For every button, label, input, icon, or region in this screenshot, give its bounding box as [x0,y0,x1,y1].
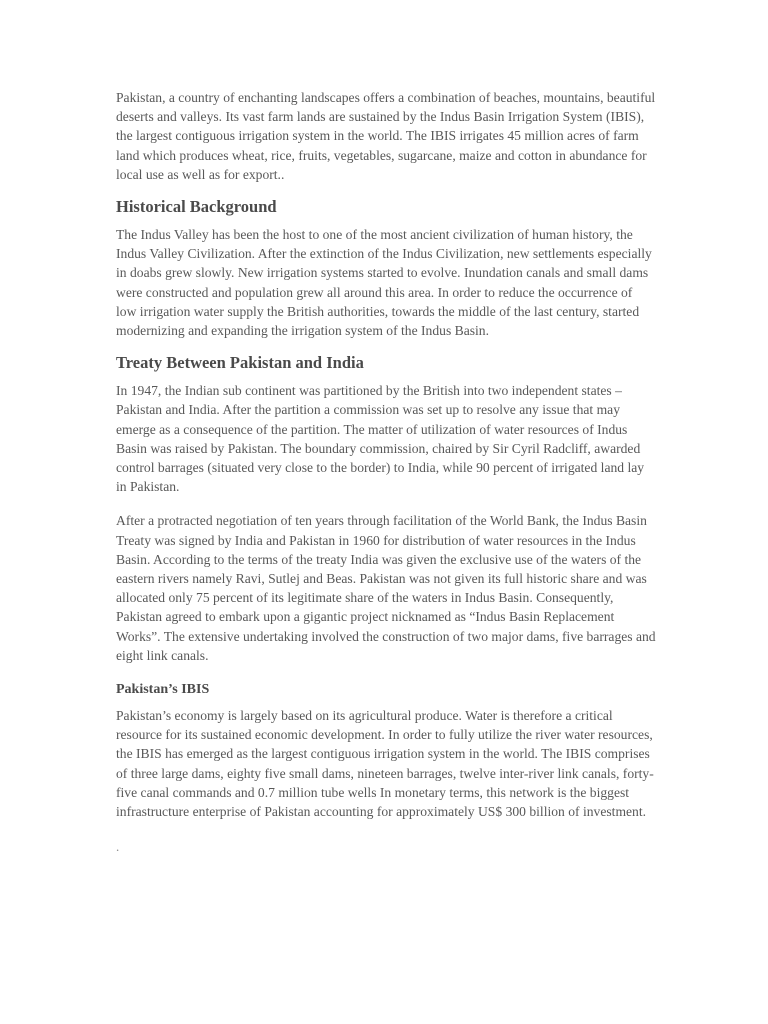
historical-background-heading: Historical Background [116,197,277,217]
treaty-heading: Treaty Between Pakistan and India [116,353,364,373]
historical-background-paragraph: The Indus Valley has been the host to one of the most ancient civilization of human history, the Indus Valley Civilization. After the extinction of the Indus Civilization, new settlements especially in doabs grew slowly. New irrigation systems started to evolve. Inundation canals and small dams were constructed and population grew all around this area. In order to reduce the occurrence of low irrigation water supply the British authorities, towards the middle of the last century, started modernizing and expanding the irrigation system of the Indus Basin. [116,227,652,339]
treaty-paragraph-1: In 1947, the Indian sub continent was partitioned by the British into two independent states – Pakistan and India. After the partition a commission was set up to resolve any issue that may emerge as a consequence of the partition. The matter of utilization of water resources of Indus Basin was raised by Pakistan. The boundary commission, chaired by Sir Cyril Radcliff, awarded control barrages (situated very close to the border) to India, while 90 percent of irrigated land lay in Pakistan. [116,383,645,495]
trailing-period: . [116,839,120,855]
intro-paragraph: Pakistan, a country of enchanting landscapes offers a combination of beaches, mountains, beautiful deserts and valleys. Its vast farm lands are sustained by the Indus Basin Irrigation System (IBIS), the largest contiguous irrigation system in the world. The IBIS irrigates 45 million acres of farm land which produces wheat, rice, fruits, vegetables, sugarcane, maize and cotton in abundance for local use as well as for export.. [116,90,656,182]
pakistans-ibis-paragraph: Pakistan’s economy is largely based on its agricultural produce. Water is therefore a critical resource for its sustained economic development. In order to fully utilize the river water resources, the IBIS has emerged as the largest contiguous irrigation system in the world. The IBIS comprises of three large dams, eighty five small dams, nineteen barrages, twelve inter-river link canals, forty-five canal commands and 0.7 million tube wells In monetary terms, this network is the biggest infrastructure enterprise of Pakistan accounting for approximately US$ 300 billion of investment. [116,708,654,820]
pakistans-ibis-heading: Pakistan’s IBIS [116,682,210,698]
document-page [116,88,656,856]
treaty-paragraph-2: After a protracted negotiation of ten years through facilitation of the World Bank, the Indus Basin Treaty was signed by India and Pakistan in 1960 for distribution of water resources in the Indus Basin. According to the terms of the treaty India was given the exclusive use of the waters of the eastern rivers namely Ravi, Sutlej and Beas. Pakistan was not given its full historic share and was allocated only 75 percent of its legitimate share of the waters in Indus Basin. Consequently, Pakistan agreed to embark upon a gigantic project nicknamed as “Indus Basin Replacement Works”. The extensive undertaking involved the construction of two major dams, five barrages and eight link canals. [116,513,656,663]
